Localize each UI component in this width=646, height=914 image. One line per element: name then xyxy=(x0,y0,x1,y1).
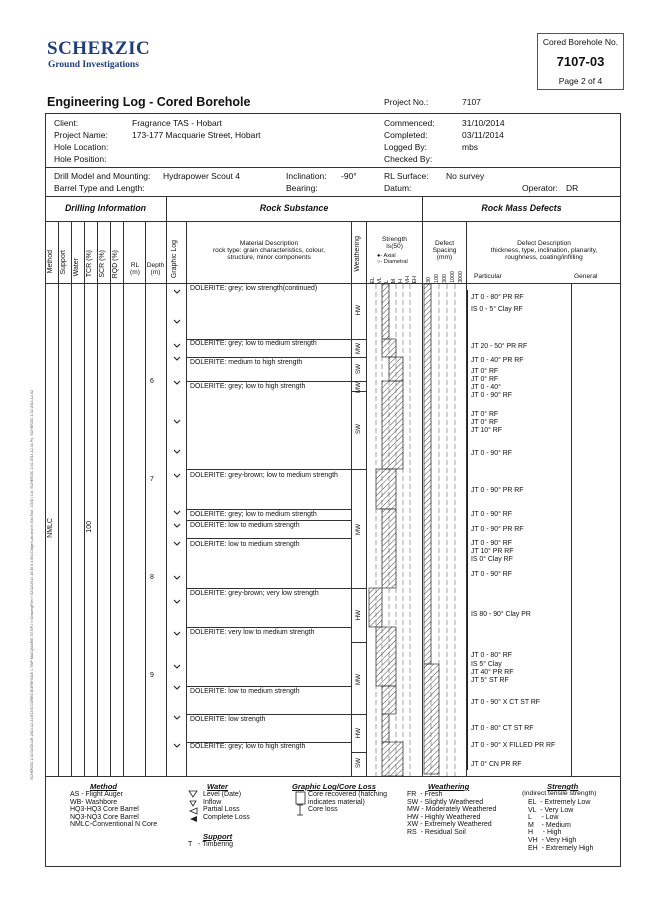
strength-scale-label: EH xyxy=(412,275,418,283)
depth-7: 7 xyxy=(150,476,154,483)
hole-position-label: Hole Position: xyxy=(54,154,107,164)
hole-location-label: Hole Location: xyxy=(54,142,109,152)
col-spacing: Defect Spacing (mm) xyxy=(432,240,457,261)
defect-item: JT 0 - 40° xyxy=(471,384,501,391)
defect-item: JT 0 - 80° RF xyxy=(471,652,512,659)
depth-6: 6 xyxy=(150,378,154,385)
spacing-scale-label: 300 xyxy=(442,274,448,283)
defect-item: JT 10° RF xyxy=(471,427,502,434)
commenced-value: 31/10/2014 xyxy=(462,118,505,128)
legend-strength-text: EL - Extremely Low VL - Very Low L - Low M - Medium H - High VH - Very High EH - Extremely High xyxy=(528,799,594,852)
operator-label: Operator: xyxy=(522,183,558,193)
method-value: NMLC xyxy=(47,518,54,538)
col-weathering: Weathering xyxy=(354,236,361,272)
material-row: DOLERITE: low to medium strength xyxy=(190,522,300,529)
defect-item: JT 0 - 90° RF xyxy=(471,540,512,547)
barrel-label: Barrel Type and Length: xyxy=(54,183,145,193)
commenced-label: Commenced: xyxy=(384,118,435,128)
defect-item: IS 5° Clay xyxy=(471,661,502,668)
col-defect-description: Defect Description thickness, type, inclination, planarity, roughness, coating/infilling xyxy=(490,240,598,261)
tcr-value: 100 xyxy=(86,521,93,533)
project-no-value: 7107 xyxy=(462,97,481,107)
company-name: SCHERZIC xyxy=(47,38,151,59)
defect-item: JT 5° ST RF xyxy=(471,677,509,684)
weathering-zone: SW xyxy=(355,424,362,434)
spacing-scale-label: 100 xyxy=(434,274,440,283)
col-rqd: RQD (%) xyxy=(112,250,119,279)
defect-item: JT 0° RF xyxy=(471,368,499,375)
defect-item: JT 0 - 90° X CT ST RF xyxy=(471,699,541,706)
weathering-zone: HW xyxy=(355,728,362,739)
completed-label: Completed: xyxy=(384,130,428,140)
material-row: DOLERITE: low strength xyxy=(190,716,266,723)
legend-strength-subtitle: (indirect tensile strength) xyxy=(522,790,597,797)
defect-item: JT 0 - 90° PR RF xyxy=(471,526,524,533)
weathering-zone: MW xyxy=(355,382,362,393)
core-symbols xyxy=(295,791,307,817)
material-row: DOLERITE: medium to high strength xyxy=(190,359,303,366)
side-note: SCHERZIC 1.02 DATA LIB 2014-12-31 ECNS CORED BOREHOLE 1 TWP MACQUARIE ST.GPJ <<DrawingFile>> 02/12/2014 15:30 8.3.004 Datgel Lab and In Situ Tool - DGD | Lib: SCHERZIC 1.02 2014-12-31 Prj: SCHERZIC 1.02 2014-12-02 xyxy=(30,390,34,780)
defect-item: IS 0 - 5° Clay RF xyxy=(471,306,523,313)
borehole-number: 7107-03 xyxy=(556,54,605,69)
material-row: DOLERITE: grey-brown; very low strength xyxy=(190,590,319,597)
strength-scale-label: H xyxy=(398,279,404,283)
completed-value: 03/11/2014 xyxy=(462,130,504,140)
datum-label: Datum: xyxy=(384,183,412,193)
defect-item: IS 0° Clay RF xyxy=(471,556,513,563)
col-general: General xyxy=(574,273,598,280)
inclination-label: Inclination: xyxy=(286,171,327,181)
section-substance: Rock Substance xyxy=(259,203,329,213)
col-particular: Particular xyxy=(474,273,502,280)
defect-item: JT 0 - 40° PR RF xyxy=(471,357,524,364)
col-method: Method xyxy=(47,250,54,274)
checked-by-label: Checked By: xyxy=(384,154,433,164)
material-row: DOLERITE: low to medium strength xyxy=(190,541,300,548)
col-rl: RL (m) xyxy=(130,262,140,276)
section-drilling: Drilling Information xyxy=(64,203,147,213)
weathering-zone: HW xyxy=(355,305,362,316)
logged-by-label: Logged By: xyxy=(384,142,428,152)
col-depth: Depth (m) xyxy=(146,262,165,276)
spacing-scale-label: 30 xyxy=(426,277,432,283)
operator-value: DR xyxy=(566,183,579,193)
project-name-label: Project Name: xyxy=(54,130,108,140)
borehole-box xyxy=(537,33,624,90)
depth-8: 8 xyxy=(150,574,154,581)
depth-9: 9 xyxy=(150,672,154,679)
section-defects: Rock Mass Defects xyxy=(481,203,562,213)
legend-weathering-title: Weathering xyxy=(428,782,470,791)
col-scr: SCR (%) xyxy=(99,250,106,278)
defect-item: JT 0° CN PR RF xyxy=(471,761,522,768)
defect-item: JT 0° RF xyxy=(471,376,499,383)
strength-scale-label: VL xyxy=(377,276,383,283)
strength-scale xyxy=(368,266,422,283)
defect-item: JT 20 - 50° PR RF xyxy=(471,343,528,350)
diametral-key: ○- Diametral xyxy=(377,259,408,265)
material-row: DOLERITE: grey; low to medium strength xyxy=(190,511,317,518)
strength-scale-label: M xyxy=(391,278,397,283)
project-no-label: Project No.: xyxy=(384,97,429,107)
spacing-scale-label: 1000 xyxy=(450,271,456,283)
weathering-zone: SW xyxy=(355,364,362,374)
col-graphic-log: Graphic Log xyxy=(171,240,178,279)
rl-surface-label: RL Surface: xyxy=(384,171,429,181)
defect-item: JT 0° RF xyxy=(471,419,499,426)
defect-item: JT 0 - 90° RF xyxy=(471,511,512,518)
material-row: DOLERITE: grey; low strength(continued) xyxy=(190,285,318,292)
strength-scale-label: L xyxy=(384,280,390,283)
col-material: Material Description rock type: grain characteristics, colour, structure, minor components xyxy=(212,240,326,261)
defect-item: JT 0 - 80° CT ST RF xyxy=(471,725,534,732)
page-number: Page 2 of 4 xyxy=(558,76,603,86)
log-frame xyxy=(45,113,621,867)
legend-water-text: Level (Date) Inflow Partial Loss Complete Loss xyxy=(203,791,250,821)
material-row: DOLERITE: grey; low to high strength xyxy=(190,383,306,390)
client-value: Fragrance TAS - Hobart xyxy=(132,118,222,128)
material-row: DOLERITE: grey-brown; low to medium strength xyxy=(190,472,338,479)
spacing-graph xyxy=(423,284,466,776)
defect-item: JT 0 - 80° PR RF xyxy=(471,294,524,301)
drill-model-label: Drill Model and Mounting: xyxy=(54,171,151,181)
company-subtitle: Ground Investigations xyxy=(48,60,139,70)
logged-by-value: mbs xyxy=(462,142,479,152)
legend-strength-title: Strength xyxy=(547,782,579,791)
drill-model-value: Hydrapower Scout 4 xyxy=(163,171,241,181)
axial-key: ●- Axial xyxy=(377,253,396,259)
defect-item: JT 10° PR RF xyxy=(471,548,514,555)
legend-support-title: Support xyxy=(203,832,233,841)
legend-weathering-text: FR - Fresh SW - Slightly Weathered MW - Moderately Weathered HW - Highly Weathered XW - Extremely Weathered RS - Residual Soil xyxy=(407,791,497,836)
material-row: DOLERITE: low to medium strength xyxy=(190,688,300,695)
col-strength: Strength Is(50) xyxy=(382,236,407,250)
project-name-value: 173-177 Macquarie Street, Hobart xyxy=(132,130,261,140)
material-row: DOLERITE: grey; low to high strength xyxy=(190,743,306,750)
borehole-label: Cored Borehole No. xyxy=(542,37,619,47)
defect-item: JT 0 - 90° RF xyxy=(471,571,512,578)
legend-graphic-text: Core recovered (hatching indicates material) Core loss xyxy=(308,791,387,814)
material-row: DOLERITE: grey; low to medium strength xyxy=(190,340,317,347)
legend-method-text: AS - Flight Auger WB- Washbore HQ3-HQ3 Core Barrel NQ3-NQ3 Core Barrel NMLC-Conventional N Core xyxy=(70,791,158,829)
weathering-zone: MW xyxy=(355,343,362,354)
col-water: Water xyxy=(73,258,80,277)
strength-scale-label: VH xyxy=(405,275,411,283)
spacing-scale-label: 3000 xyxy=(458,271,464,283)
inclination-value: -90° xyxy=(341,171,357,181)
bearing-label: Bearing: xyxy=(286,183,318,193)
strength-graph xyxy=(367,284,422,776)
strength-scale-label: EL xyxy=(370,276,376,283)
defect-item: JT 0 - 90° PR RF xyxy=(471,487,524,494)
spacing-scale xyxy=(424,264,466,283)
col-tcr: TCR (%) xyxy=(86,250,93,278)
col-support: Support xyxy=(60,250,67,275)
page-title: Engineering Log - Cored Borehole xyxy=(47,95,251,109)
graphic-log xyxy=(167,284,186,776)
material-row: DOLERITE: very low to medium strength xyxy=(190,629,315,636)
weathering-zone: SW xyxy=(355,758,362,768)
client-label: Client: xyxy=(54,118,79,128)
defect-item: JT 0 - 90° X FILLED PR RF xyxy=(471,742,556,749)
water-symbols xyxy=(187,790,201,826)
defect-item: JT 0° RF xyxy=(471,411,499,418)
defect-item: IS 80 - 90° Clay PR xyxy=(471,611,531,618)
weathering-zone: MW xyxy=(355,524,362,535)
defect-item: JT 40° PR RF xyxy=(471,669,514,676)
weathering-zone: HW xyxy=(355,610,362,621)
legend-method-title: Method xyxy=(90,782,117,791)
weathering-zone: MW xyxy=(355,674,362,685)
rl-surface-value: No survey xyxy=(446,171,485,181)
legend-water-title: Water xyxy=(207,782,228,791)
defect-item: JT 0 - 90° RF xyxy=(471,450,512,457)
legend-support-text: T - Timbering xyxy=(188,841,233,848)
defect-item: JT 0 - 90° RF xyxy=(471,392,512,399)
legend-graphic-title: Graphic Log/Core Loss xyxy=(292,782,376,791)
